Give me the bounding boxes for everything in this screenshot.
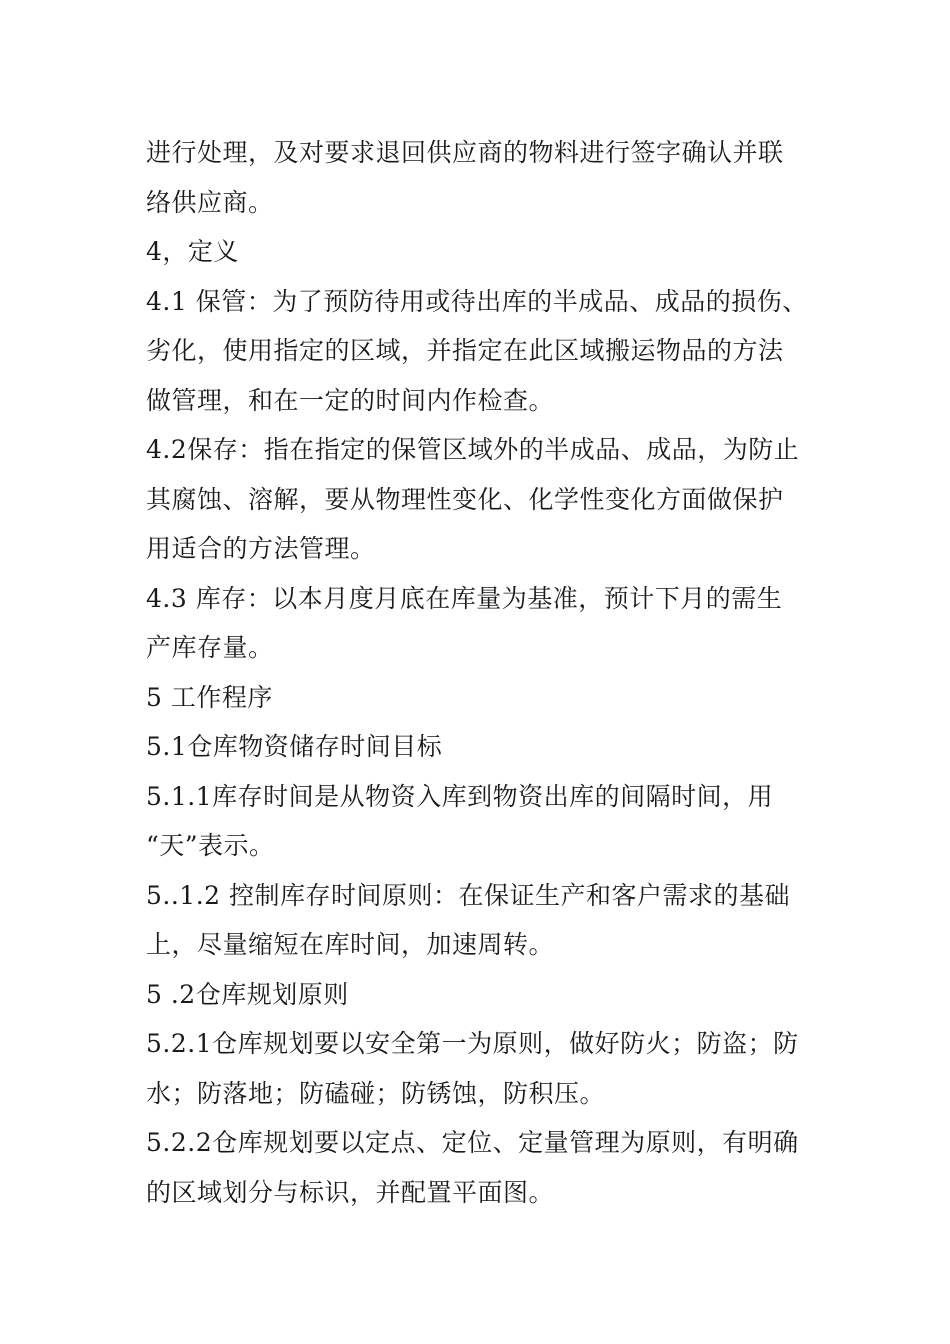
text-line-11: 产库存量。 <box>146 633 274 662</box>
text-line-20: 水；防落地；防磕碰；防锈蚀，防积压。 <box>146 1078 606 1108</box>
text-line-10: 4.3 库存：以本月度月底在库量为基准，预计下月的需生 <box>146 583 783 613</box>
document-body <box>146 128 826 1217</box>
text-line-17: 上，尽量缩短在库时间，加速周转。 <box>146 930 555 959</box>
section-heading-4: 4，定义 <box>146 237 239 266</box>
text-line-21: 5.2.2仓库规划要以定点、定位、定量管理为原则，有明确 <box>146 1128 799 1157</box>
text-line-2: 络供应商。 <box>146 187 274 217</box>
text-line-19: 5.2.1仓库规划要以安全第一为原则，做好防火；防盗；防 <box>146 1029 799 1058</box>
text-line-15: “天”表示。 <box>146 831 275 860</box>
text-line-1: 进行处理，及对要求退回供应商的物料进行签字确认并联 <box>146 138 784 167</box>
subsection-heading-5-2: 5 .2仓库规划原则 <box>146 979 349 1009</box>
text-line-22: 的区域划分与标识，并配置平面图。 <box>146 1177 555 1207</box>
text-line-4: 4.1 保管：为了预防待用或待出库的半成品、成品的损伤、 <box>146 286 808 316</box>
text-line-7: 4.2保存：指在指定的保管区域外的半成品、成品，为防止 <box>146 435 800 464</box>
text-line-14: 5.1.1库存时间是从物资入库到物资出库的间隔时间，用 <box>146 781 774 811</box>
text-line-16: 5..1.2 控制库存时间原则：在保证生产和客户需求的基础 <box>146 880 791 910</box>
text-line-8: 其腐蚀、溶解，要从物理性变化、化学性变化方面做保护 <box>146 484 784 514</box>
section-heading-5: 5 工作程序 <box>146 682 273 712</box>
text-line-6: 做管理，和在一定的时间内作检查。 <box>146 385 555 415</box>
text-line-5: 劣化，使用指定的区域，并指定在此区域搬运物品的方法 <box>146 336 784 365</box>
subsection-heading-5-1: 5.1仓库物资储存时间目标 <box>146 732 443 761</box>
text-line-9: 用适合的方法管理。 <box>146 534 376 563</box>
